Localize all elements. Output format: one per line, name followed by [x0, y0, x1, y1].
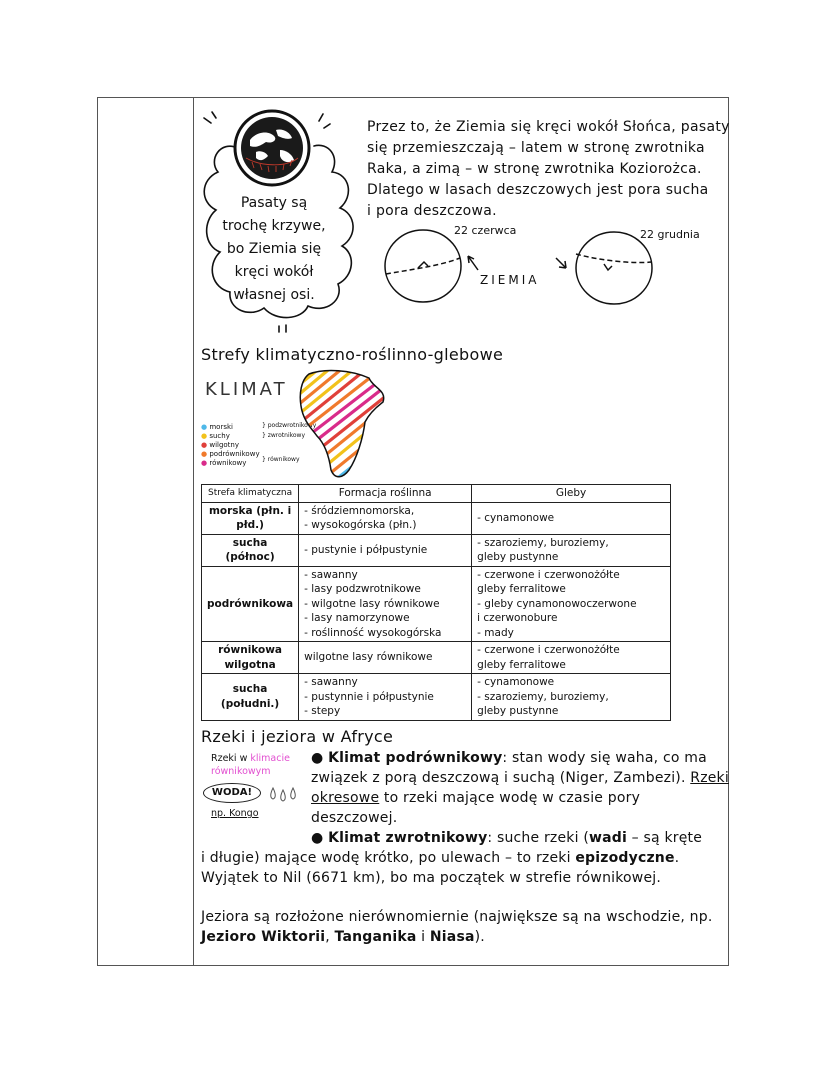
bubble-line: trochę krzywe, — [222, 218, 326, 234]
cell-line: - mady — [477, 626, 514, 639]
cell-line: gleby pustynne — [477, 705, 559, 717]
cell-line: - pustynie i półpustynie — [304, 543, 428, 556]
soils-cell — [472, 674, 671, 721]
legend-label: morski — [209, 423, 233, 431]
cell-line: - lasy podzwrotnikowe — [304, 583, 421, 595]
intro-line: Raka, a zimą – w stronę zwrotnika Koziorożca. — [367, 161, 702, 177]
legend-label: równikowy — [209, 459, 247, 467]
table-row — [202, 502, 671, 534]
side-note — [211, 752, 290, 778]
cell-line: - cynamonowe — [477, 511, 555, 524]
rivers-paragraph — [311, 748, 729, 848]
cell-line: gleby ferralitowe — [477, 658, 566, 671]
label-22-czerwca: 22 czerwca — [454, 224, 517, 237]
text-line: i długie) mające wodę krótko, po ulewach – to rzeki epizodyczne. — [201, 850, 680, 866]
intro-line: się przemieszczają – latem w stronę zwrotnika — [367, 140, 705, 156]
legend-label: podrównikowy — [209, 450, 260, 458]
bullet-icon: ● — [311, 830, 324, 846]
cell-line: - stepy — [304, 705, 341, 717]
bubble-line: bo Ziemia się — [226, 241, 322, 257]
cell-line: - lasy namorzynowe — [304, 612, 410, 624]
legend-item — [201, 459, 260, 468]
table-header-row — [202, 485, 671, 503]
cell-line: - sawanny — [304, 568, 358, 581]
text-line: ● Klimat podrównikowy: stan wody się waha, co ma — [311, 750, 707, 766]
brace-label: } równikowy — [262, 456, 300, 463]
legend-dot-icon: ● — [201, 441, 208, 449]
cell-line: - wysokogórska (płn.) — [304, 519, 417, 531]
side-note-example: np. Kongo — [211, 808, 259, 819]
klimat-label: KLIMAT — [205, 379, 288, 400]
cell-line: - czerwone i czerwonożółte — [477, 644, 620, 656]
legend-label: suchy — [209, 432, 230, 440]
cell-line: - czerwone i czerwonożółte — [477, 568, 620, 581]
cell-line: - cynamonowe — [477, 676, 555, 688]
cell-line: wilgotne lasy równikowe — [304, 651, 433, 664]
legend-item — [201, 450, 260, 459]
column-header: Gleby — [472, 485, 671, 503]
woda-bubble: WODA! — [203, 783, 261, 803]
cell-line: i czerwonobure — [477, 612, 558, 624]
bubble-line: Pasaty są — [240, 195, 308, 211]
soils-cell — [472, 534, 671, 566]
cell-line: - śródziemnomorska, — [304, 504, 415, 517]
cell-line: - wilgotne lasy równikowe — [304, 597, 440, 610]
label-22-grudnia: 22 grudnia — [640, 228, 700, 241]
intro-paragraph — [367, 117, 730, 222]
column-header: Strefa klimatyczna — [202, 485, 299, 503]
legend-dot-icon: ● — [201, 423, 208, 431]
climate-zones-table — [201, 484, 671, 721]
zone-cell: podrównikowa — [202, 566, 299, 642]
text-line: deszczowej. — [311, 810, 398, 826]
earth-tilt-diagram — [378, 218, 718, 328]
cell-line: gleby pustynne — [477, 551, 559, 563]
table-row — [202, 566, 671, 642]
zone-cell: sucha (północ) — [202, 534, 299, 566]
soils-cell — [472, 566, 671, 642]
bubble-text — [210, 192, 338, 307]
zone-cell: sucha (południ.) — [202, 674, 299, 721]
bubble-line: własnej osi. — [233, 287, 315, 303]
plants-cell — [299, 642, 472, 674]
plants-cell — [299, 674, 472, 721]
column-header: Formacja roślinna — [299, 485, 472, 503]
text-line: Jezioro Wiktorii, Tanganika i Niasa). — [201, 929, 485, 945]
soils-cell — [472, 642, 671, 674]
side-note-line: Rzeki w klimacie — [211, 753, 290, 764]
bubble-line: kręci wokół — [234, 264, 314, 280]
bullet-icon: ● — [311, 750, 324, 766]
text-line: ● Klimat zwrotnikowy: suche rzeki (wadi – są kręte — [311, 830, 703, 846]
cell-line: - pustynnie i półpustynie — [304, 690, 434, 703]
zone-cell: równikowa wilgotna — [202, 642, 299, 674]
soils-cell — [472, 502, 671, 534]
cell-line: - szaroziemy, buroziemy, — [477, 536, 609, 549]
legend-dot-icon: ● — [201, 459, 208, 467]
cell-line: - sawanny — [304, 676, 358, 688]
side-note-line: równikowym — [211, 766, 271, 777]
water-drops-icon — [268, 785, 300, 805]
africa-climate-sketch — [295, 366, 390, 486]
table-row — [202, 674, 671, 721]
intro-line: Przez to, że Ziemia się kręci wokół Słońca, pasaty — [367, 119, 730, 135]
intro-line: i pora deszczowa. — [367, 203, 497, 219]
cell-line: gleby ferralitowe — [477, 583, 566, 595]
legend-label: wilgotny — [209, 441, 240, 449]
section-title-strefy: Strefy klimatyczno-roślinno-glebowe — [201, 345, 504, 364]
text-line: Jeziora są rozłożone nierównomiernie (największe są na wschodzie, np. — [201, 909, 713, 925]
cell-line: - gleby cynamonowoczerwone — [477, 597, 637, 610]
plants-cell — [299, 534, 472, 566]
table-row — [202, 534, 671, 566]
climate-legend — [201, 423, 260, 468]
text-line: Wyjątek to Nil (6671 km), bo ma początek w strefie równikowej. — [201, 870, 662, 886]
legend-item — [201, 423, 260, 432]
label-ziemia: ZIEMIA — [480, 273, 540, 287]
section-title-rzeki: Rzeki i jeziora w Afryce — [201, 727, 394, 746]
intro-line: Dlatego w lasach deszczowych jest pora sucha — [367, 182, 709, 198]
brace-label: } podzwrotnikowy — [262, 422, 317, 429]
text-line: okresowe to rzeki mające wodę w czasie pory — [311, 790, 641, 806]
legend-dot-icon: ● — [201, 450, 208, 458]
plants-cell — [299, 502, 472, 534]
legend-item — [201, 441, 260, 450]
text-line: związek z porą deszczową i suchą (Niger, Zambezi). Rzeki — [311, 770, 729, 786]
legend-item — [201, 432, 260, 441]
table-row — [202, 642, 671, 674]
zone-cell: morska (płn. i płd.) — [202, 502, 299, 534]
plants-cell — [299, 566, 472, 642]
brace-label: } zwrotnikowy — [262, 432, 306, 439]
cell-line: - szaroziemy, buroziemy, — [477, 690, 609, 703]
cell-line: - roślinność wysokogórska — [304, 626, 442, 639]
legend-dot-icon: ● — [201, 432, 208, 440]
